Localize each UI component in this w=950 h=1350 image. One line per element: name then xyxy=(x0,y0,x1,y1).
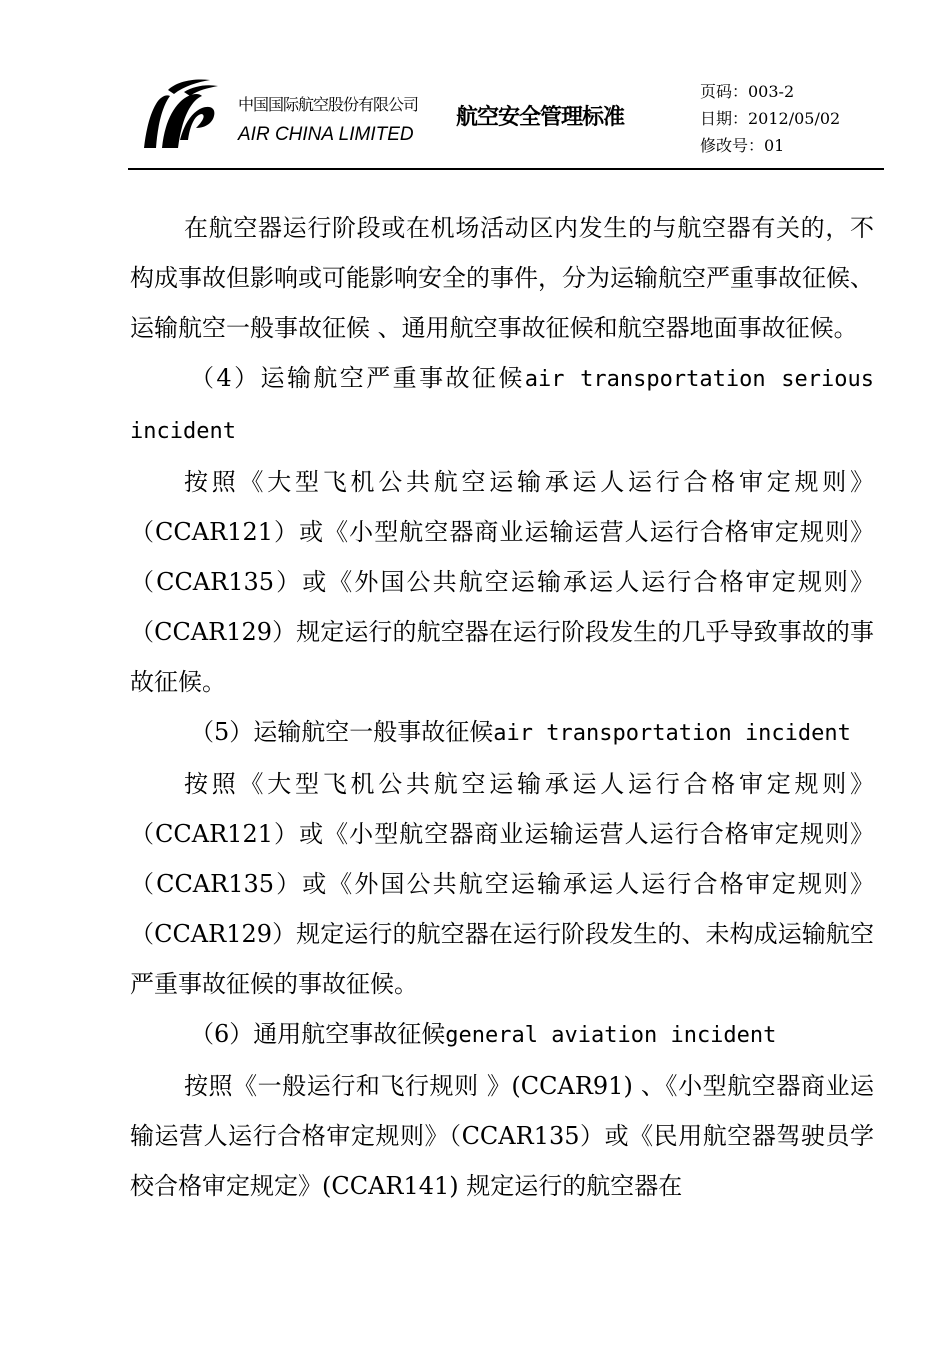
section-heading-4 xyxy=(130,353,874,457)
document-title: 航空安全管理标准 xyxy=(456,105,625,130)
heading-5-cn: （5）运输航空一般事故征候 xyxy=(190,718,494,746)
heading-4-cn: （4）运输航空严重事故征候 xyxy=(190,364,525,392)
heading-4-en: air transportation serious incident xyxy=(130,367,875,444)
section-heading-6 xyxy=(130,1009,874,1061)
paragraph-general-incident: 按照《大型飞机公共航空运输承运人运行合格审定规则》（CCAR121）或《小型航空器商业运输运营人运行合格审定规则》（CCAR135）或《外国公共航空运输承运人运行合格审定规则》（CCAR129）规定运行的航空器在运行阶段发生的、未构成运输航空严重事故征候的事故征候。 xyxy=(130,770,874,998)
heading-6-cn: （6）通用航空事故征候 xyxy=(190,1020,446,1048)
page-code: 页码：003-2 xyxy=(700,82,795,101)
page-header xyxy=(128,70,884,170)
revision-number: 修改号：01 xyxy=(700,136,785,155)
issue-date: 日期：2012/05/02 xyxy=(700,109,841,128)
air-china-logo-icon xyxy=(140,78,220,152)
company-name-cn: 中国国际航空股份有限公司 xyxy=(238,95,419,114)
section-heading-5 xyxy=(130,707,874,759)
heading-5-en: air transportation incident xyxy=(493,721,851,746)
document-body xyxy=(130,203,874,1211)
company-name-en: AIR CHINA LIMITED xyxy=(238,124,414,145)
paragraph-incident-definition: 在航空器运行阶段或在机场活动区内发生的与航空器有关的，不构成事故但影响或可能影响安全的事件，分为运输航空严重事故征候、运输航空一般事故征候 、通用航空事故征候和航空器地面事故征候。 xyxy=(130,214,874,342)
paragraph-general-aviation-incident: 按照《一般运行和飞行规则 》(CCAR91) 、《小型航空器商业运输运营人运行合格审定规则》（CCAR135）或《民用航空器驾驶员学校合格审定规定》(CCAR141) 规定运行的航空器在 xyxy=(130,1072,874,1200)
heading-6-en: general aviation incident xyxy=(445,1023,777,1048)
paragraph-serious-incident: 按照《大型飞机公共航空运输承运人运行合格审定规则》（CCAR121）或《小型航空器商业运输运营人运行合格审定规则》（CCAR135）或《外国公共航空运输承运人运行合格审定规则》（CCAR129）规定运行的航空器在运行阶段发生的几乎导致事故的事故征候。 xyxy=(130,468,874,696)
document-meta xyxy=(700,78,840,159)
